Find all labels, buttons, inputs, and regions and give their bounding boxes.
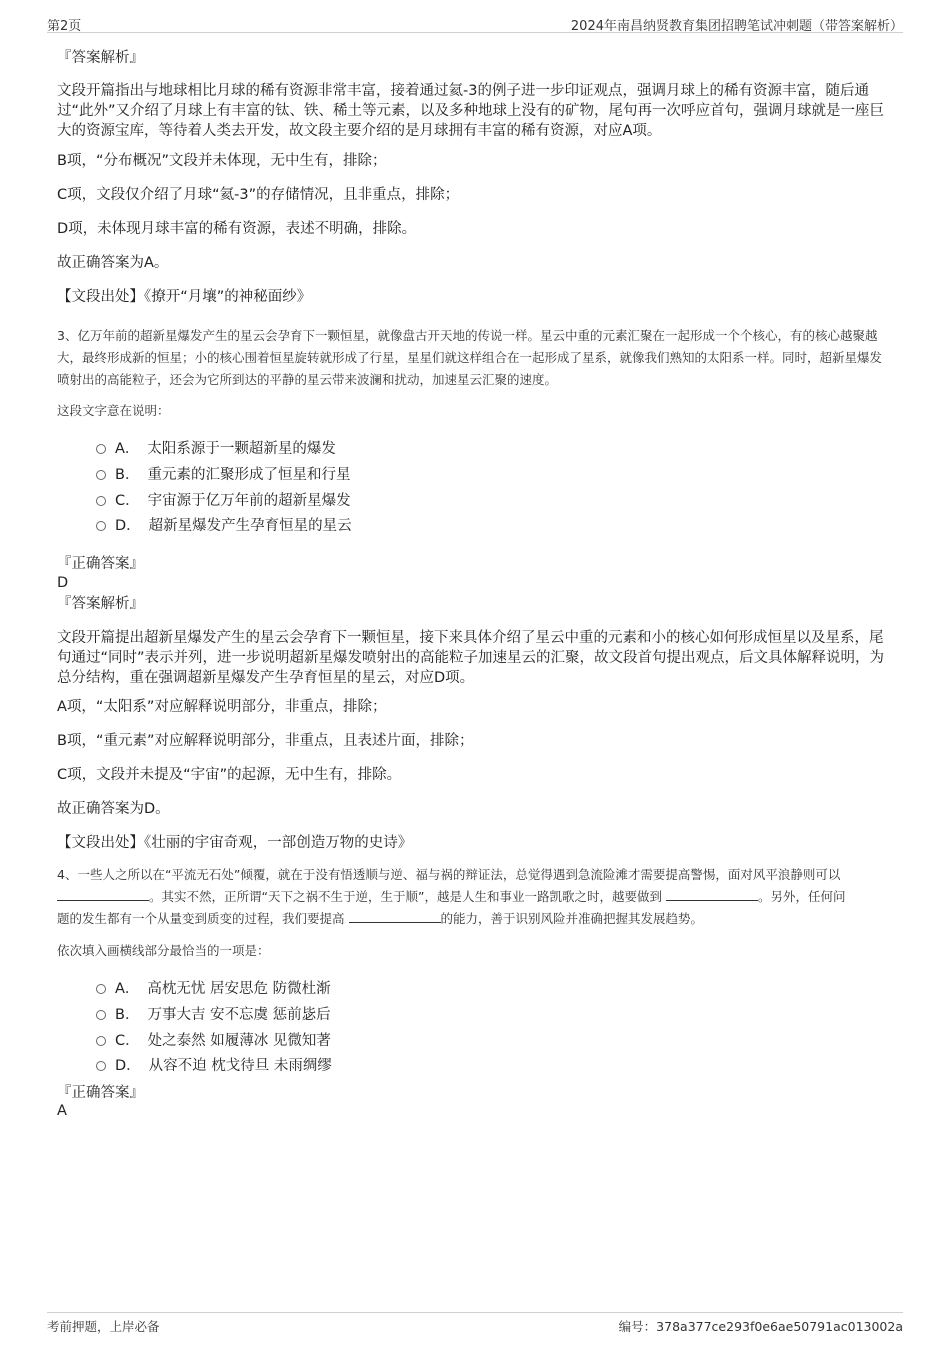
option-b[interactable]: [96, 463, 350, 484]
option-a[interactable]: [96, 977, 331, 998]
option-letter: C．: [115, 1033, 140, 1049]
option-d[interactable]: [96, 1054, 332, 1075]
option-letter: A．: [115, 981, 140, 997]
analysis-paragraph: 文段开篇指出与地球相比月球的稀有资源非常丰富，接着通过氦-3的例子进一步印证观点，强调月球上的稀有资源丰富，随后通过“此外”又介绍了月球上有丰富的钛、铁、稀土等元素，以及多种地球上没有的矿物，尾句再一次呼应首句，强调月球就是一座巨大的资源宝库，等待着人类去开发，故文段主要介绍的是月球拥有丰富的稀有资源，对应A项。: [57, 83, 885, 139]
page-header: [47, 12, 903, 33]
option-letter: B．: [115, 1007, 140, 1023]
question-stem: 3、亿万年前的超新星爆发产生的星云会孕育下一颗恒星，就像盘古开天地的传说一样。星云中重的元素汇聚在一起形成一个个核心，有的核心越聚越大，最终形成新的恒星；小的核心围着恒星旋转就形成了行星，星星们就这样组合在一起形成了星系，就像我们熟知的太阳系一样。同时，超新星爆发喷射出的高能粒子，还会为它所到达的平静的星云带来波澜和扰动，加速星云汇聚的速度。: [57, 328, 883, 387]
radio-button[interactable]: [96, 521, 106, 531]
analysis-option-b: B项，“分布概况”文段并未体现，无中生有，排除；: [57, 153, 387, 169]
option-letter: A．: [115, 441, 140, 457]
fill-blank-1: [57, 888, 149, 901]
option-text: 超新星爆发产生孕育恒星的星云: [148, 518, 352, 534]
option-text: 从容不迫 枕戈待旦 未雨绸缪: [148, 1058, 332, 1074]
stem-text: 的能力，善于识别风险并准确把握其发展趋势。: [440, 911, 704, 926]
analysis-label: 『答案解析』: [57, 50, 144, 66]
fill-blank-2: [666, 888, 758, 901]
fill-blank-3: [349, 910, 441, 923]
option-a[interactable]: [96, 437, 336, 458]
option-c[interactable]: [96, 489, 351, 510]
analysis-label: 『答案解析』: [57, 596, 144, 612]
stem-text: 题的发生都有一个从量变到质变的过程，我们要提高: [57, 911, 345, 926]
question-prompt: 这段文字意在说明：: [57, 403, 170, 418]
option-letter: C．: [115, 493, 140, 509]
option-text: 万事大吉 安不忘虞 惩前毖后: [147, 1007, 331, 1023]
radio-button[interactable]: [96, 984, 106, 994]
analysis-option-a: A项，“太阳系”对应解释说明部分，非重点，排除；: [57, 699, 387, 715]
document-title: 2024年南昌纳贤教育集团招聘笔试冲刺题（带答案解析）: [570, 19, 903, 34]
analysis-option-c: C项，文段仅介绍了月球“氦-3”的存储情况，且非重点，排除；: [57, 187, 460, 203]
conclusion: 故正确答案为D。: [57, 801, 170, 817]
option-text: 高枕无忧 居安思危 防微杜渐: [147, 981, 331, 997]
option-letter: B．: [115, 467, 140, 483]
conclusion: 故正确答案为A。: [57, 255, 169, 271]
stem-text: 4、一些人之所以在“平流无石处”倾覆，就在于没有悟透顺与逆、福与祸的辩证法，总觉得遇到急流险滩才需要提高警惕，面对风平浪静则可以: [57, 867, 841, 882]
analysis-paragraph: 文段开篇提出超新星爆发产生的星云会孕育下一颗恒星，接下来具体介绍了星云中重的元素和小的核心如何形成恒星以及星系，尾句通过“同时”表示并列，进一步说明超新星爆发喷射出的高能粒子加速星云的汇聚，故文段首句提出观点，后文具体解释说明，为总分结构，重在强调超新星爆发产生孕育恒星的星云，对应D项。: [57, 630, 885, 686]
radio-button[interactable]: [96, 1010, 106, 1020]
document-id: 编号：378a377ce293f0e6ae50791ac013002a: [618, 1319, 903, 1334]
page-footer: [47, 1312, 903, 1337]
answer-value: D: [57, 575, 69, 591]
answer-value: A: [57, 1103, 67, 1119]
option-text: 宇宙源于亿万年前的超新星爆发: [147, 493, 351, 509]
option-c[interactable]: [96, 1029, 331, 1050]
analysis-option-d: D项，未体现月球丰富的稀有资源，表述不明确，排除。: [57, 221, 417, 237]
question-stem: [57, 864, 893, 930]
analysis-option-c: C项，文段并未提及“宇宙”的起源，无中生有，排除。: [57, 767, 402, 783]
answer-label: 『正确答案』: [57, 556, 144, 572]
stem-text: 。其实不然，正所谓“天下之祸不生于逆，生于顺”，越是人生和事业一路凯歌之时，越要做到: [149, 889, 662, 904]
radio-button[interactable]: [96, 1036, 106, 1046]
stem-text: 。另外，任何问: [757, 889, 846, 904]
passage-source: 【文段出处】《壮丽的宇宙奇观，一部创造万物的史诗》: [57, 835, 413, 851]
page-number: 第2页: [47, 19, 82, 34]
answer-label: 『正确答案』: [57, 1085, 144, 1101]
option-text: 重元素的汇聚形成了恒星和行星: [147, 467, 351, 483]
radio-button[interactable]: [96, 496, 106, 506]
option-letter: D．: [115, 518, 141, 534]
option-d[interactable]: [96, 514, 352, 535]
question-prompt: 依次填入画横线部分最恰当的一项是：: [57, 943, 270, 958]
radio-button[interactable]: [96, 470, 106, 480]
option-b[interactable]: [96, 1003, 331, 1024]
analysis-option-b: B项，“重元素”对应解释说明部分，非重点，且表述片面，排除；: [57, 733, 474, 749]
footer-slogan: 考前押题，上岸必备: [47, 1319, 160, 1334]
option-text: 处之泰然 如履薄冰 见微知著: [147, 1033, 331, 1049]
passage-source: 【文段出处】《撩开“月壤”的神秘面纱》: [57, 289, 312, 305]
option-letter: D．: [115, 1058, 141, 1074]
radio-button[interactable]: [96, 1061, 106, 1071]
radio-button[interactable]: [96, 444, 106, 454]
option-text: 太阳系源于一颗超新星的爆发: [147, 441, 336, 457]
